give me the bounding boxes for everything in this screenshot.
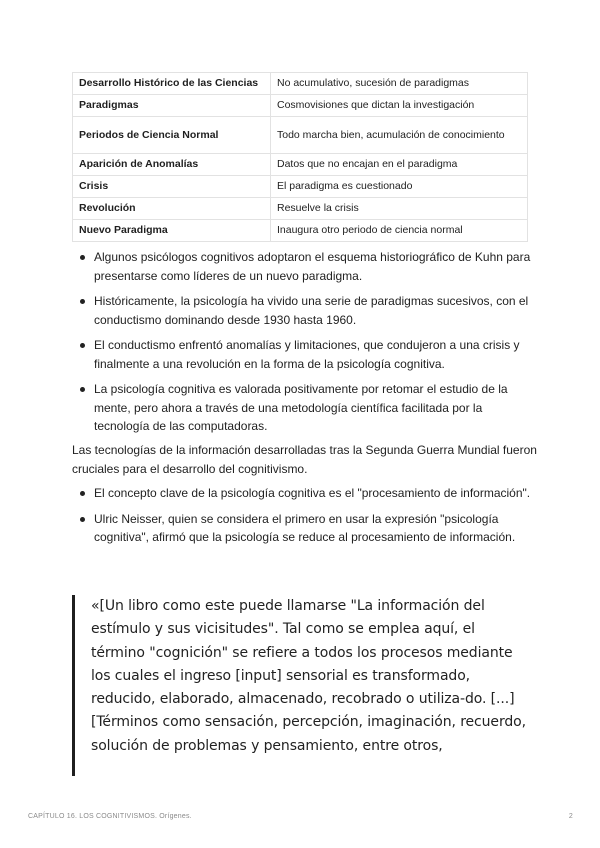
footer-chapter: CAPÍTULO 16. LOS COGNITIVISMOS. Orígenes.: [28, 813, 192, 820]
table-value: Cosmovisiones que dictan la investigación: [271, 95, 528, 117]
table-value: Resuelve la crisis: [271, 198, 528, 220]
list-item: [78, 510, 533, 547]
list-item: [78, 380, 533, 436]
table-key: Desarrollo Histórico de las Ciencias: [73, 73, 271, 95]
table-value: Inaugura otro periodo de ciencia normal: [271, 220, 528, 242]
table-row: [73, 220, 528, 242]
bullet-icon: [80, 387, 85, 392]
quote-text: «[Un libro como este puede llamarse "La información del estímulo y sus vicisitudes". Tal como se emplea aquí, el término "cognición" se refiere a todos los procesos mediante los cuales el ingreso [input] sensorial es transformado, reducido, elaborado, almacenado, recobrado o utiliza-do. [...] [Términos como sensación, percepción, imaginación, recuerdo, solución de problemas y pensamiento, entre otros,: [91, 598, 526, 754]
page-footer: [28, 813, 573, 820]
table-row: [73, 176, 528, 198]
list-item-text: La psicología cognitiva es valorada positivamente por retomar el estudio de la mente, pero ahora a través de una metodología científica facilitada por la tecnología de las computadoras.: [94, 382, 508, 433]
list-item: [78, 248, 533, 285]
list-item: [78, 484, 533, 503]
list-item: [78, 336, 533, 373]
table-key: Paradigmas: [73, 95, 271, 117]
table-row: [73, 198, 528, 220]
table-value: Todo marcha bien, acumulación de conocimiento: [271, 117, 528, 154]
paradigm-table: [72, 72, 528, 242]
bullet-icon: [80, 491, 85, 496]
list-item-text: El conductismo enfrentó anomalías y limitaciones, que condujeron a una crisis y finalmente a una revolución en la forma de la psicología cognitiva.: [94, 338, 520, 371]
table-row: [73, 95, 528, 117]
table-key: Periodos de Ciencia Normal: [73, 117, 271, 154]
table-row: [73, 73, 528, 95]
table-value: El paradigma es cuestionado: [271, 176, 528, 198]
bullet-icon: [80, 343, 85, 348]
bullet-list-processing: [78, 484, 533, 554]
page-number: 2: [568, 813, 573, 820]
bullet-icon: [80, 517, 85, 522]
list-item-text: Algunos psicólogos cognitivos adoptaron el esquema historiográfico de Kuhn para presentarse como líderes de un nuevo paradigma.: [94, 250, 531, 283]
bullet-icon: [80, 255, 85, 260]
bullet-list-kuhn: [78, 248, 533, 443]
list-item-text: Ulric Neisser, quien se considera el primero en usar la expresión "psicología cognitiva", afirmó que la psicología se reduce al procesamiento de información.: [94, 511, 516, 544]
list-item: [78, 292, 533, 329]
table-row: [73, 117, 528, 154]
table-key: Aparición de Anomalías: [73, 154, 271, 176]
bullet-icon: [80, 299, 85, 304]
table-value: No acumulativo, sucesión de paradigmas: [271, 73, 528, 95]
body-paragraph: Las tecnologías de la información desarrolladas tras la Segunda Guerra Mundial fueron cruciales para el desarrollo del cognitivismo.: [72, 443, 537, 476]
table-key: Nuevo Paradigma: [73, 220, 271, 242]
list-item-text: El concepto clave de la psicología cognitiva es el "procesamiento de información".: [94, 486, 531, 500]
table-key: Revolución: [73, 198, 271, 220]
block-quote: [72, 595, 532, 776]
table-value: Datos que no encajan en el paradigma: [271, 154, 528, 176]
table-row: [73, 154, 528, 176]
list-item-text: Históricamente, la psicología ha vivido una serie de paradigmas sucesivos, con el conductismo dominando desde 1930 hasta 1960.: [94, 294, 529, 327]
table-key: Crisis: [73, 176, 271, 198]
